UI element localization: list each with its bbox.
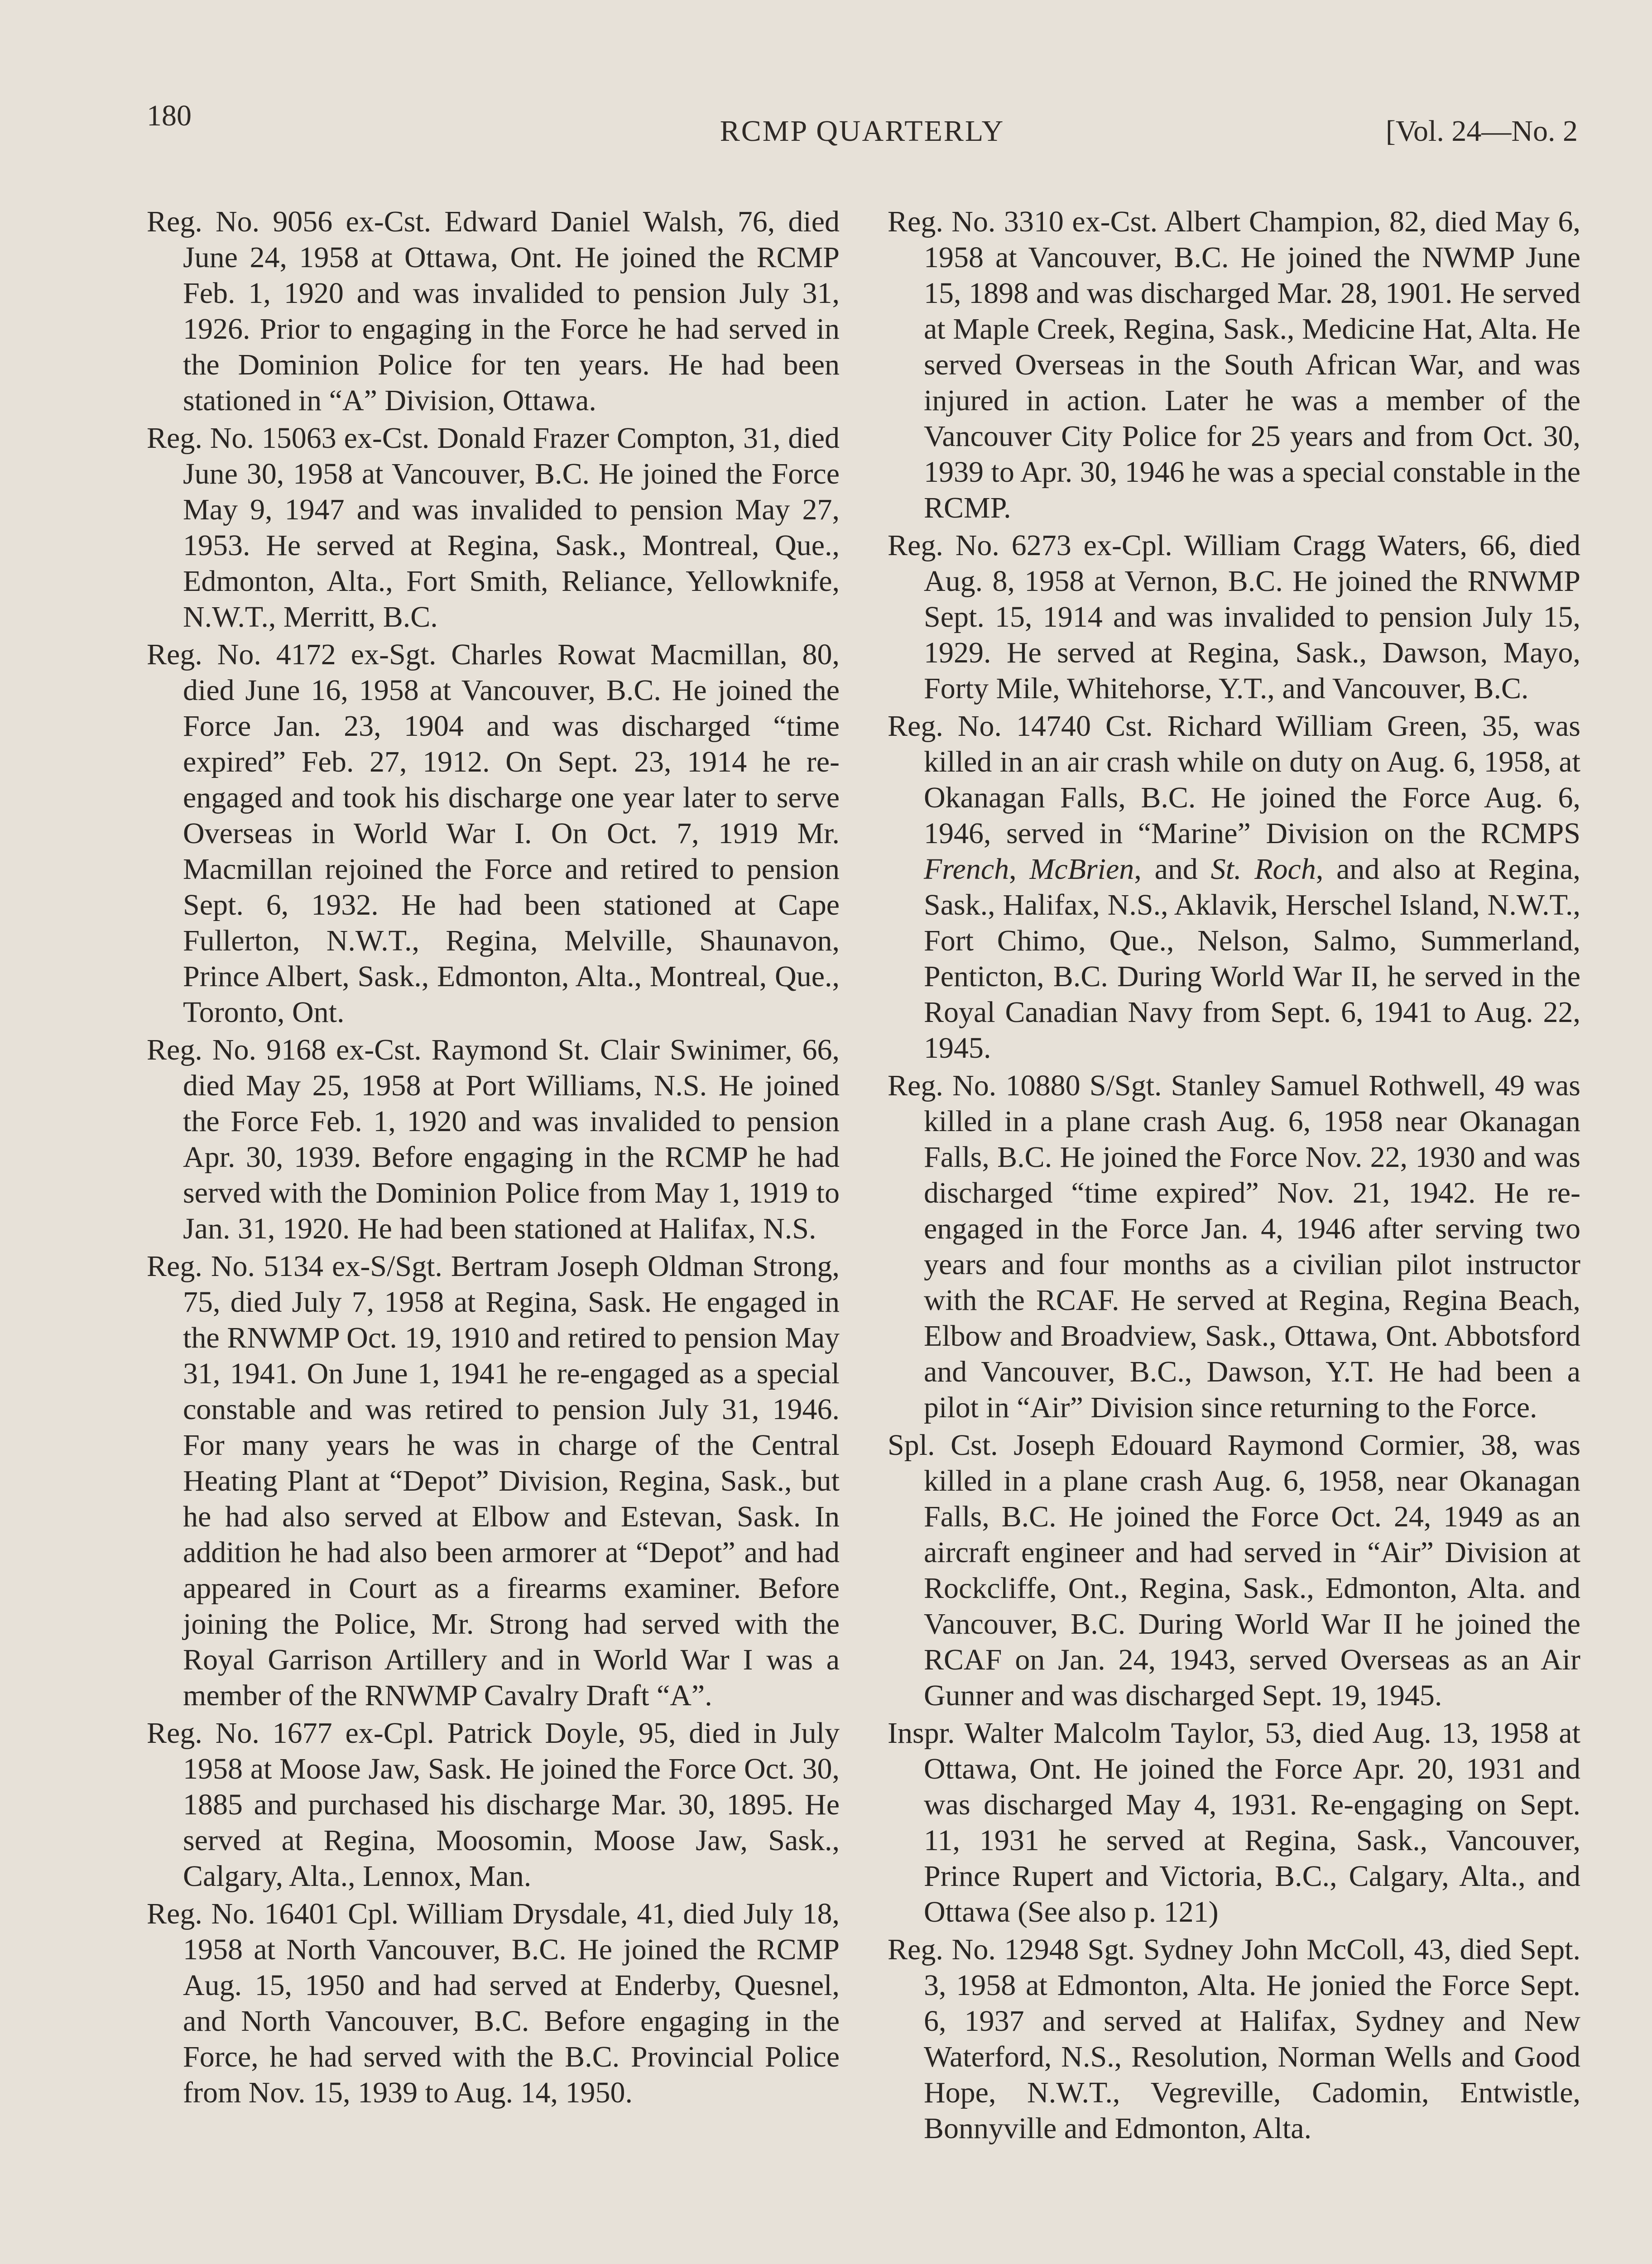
page-header [147,99,1578,149]
obituary-entry: Reg. No. 6273 ex-Cpl. William Cragg Waters, 66, died Aug. 8, 1958 at Vernon, B.C. He joined the RNWMP Sept. 15, 1914 and was invalided to pension July 15, 1929. He served at Regina, Sask., Dawson, Mayo, Forty Mile, Whitehorse, Y.T., and Vancouver, B.C. [888,529,1580,705]
obituary-entry: Spl. Cst. Joseph Edouard Raymond Cormier, 38, was killed in a plane crash Aug. 6, 1958, near Okanagan Falls, B.C. He joined the Force Oct. 24, 1949 as an aircraft engineer and had served in “Air” Division at Rockcliffe, Ont., Regina, Sask., Edmonton, Alta. and Vancouver, B.C. During World War II he joined the RCAF on Jan. 24, 1943, served Overseas as an Air Gunner and was discharged Sept. 19, 1945. [888,1429,1580,1712]
obituary-entry: Reg. No. 9056 ex-Cst. Edward Daniel Walsh, 76, died June 24, 1958 at Ottawa, Ont. He joined the RCMP Feb. 1, 1920 and was invalided to pension July 31, 1926. Prior to engaging in the Force he had served in the Dominion Police for ten years. He had been stationed in “A” Division, Ottawa. [147,205,840,417]
obituary-entry: Reg. No. 9168 ex-Cst. Raymond St. Clair Swinimer, 66, died May 25, 1958 at Port Williams, N.S. He joined the Force Feb. 1, 1920 and was invalided to pension Apr. 30, 1939. Before engaging in the RCMP he had served with the Dominion Police from May 1, 1919 to Jan. 31, 1920. He had been stationed at Halifax, N.S. [147,1033,840,1245]
page-number: 180 [147,99,192,132]
journal-title: RCMP QUARTERLY [720,115,1005,148]
right-column [888,204,1580,2148]
obituary-entry: Reg. No. 16401 Cpl. William Drysdale, 41, died July 18, 1958 at North Vancouver, B.C. He joined the RCMP Aug. 15, 1950 and had served at Enderby, Quesnel, and North Vancouver, B.C. Before engaging in the Force, he had served with the B.C. Provincial Police from Nov. 15, 1939 to Aug. 14, 1950. [147,1897,840,2109]
obituary-entry: Reg. No. 5134 ex-S/Sgt. Bertram Joseph Oldman Strong, 75, died July 7, 1958 at Regina, Sask. He engaged in the RNWMP Oct. 19, 1910 and retired to pension May 31, 1941. On June 1, 1941 he re-engaged as a special constable and was retired to pension July 31, 1946. For many years he was in charge of the Central Heating Plant at “Depot” Division, Regina, Sask., but he had also served at Elbow and Estevan, Sask. In addition he had also been armorer at “Depot” and had appeared in Court as a firearms examiner. Before joining the Police, Mr. Strong had served with the Royal Garrison Artillery and in World War I was a member of the RNWMP Cavalry Draft “A”. [147,1250,840,1712]
obituary-entry: Reg. No. 12948 Sgt. Sydney John McColl, 43, died Sept. 3, 1958 at Edmonton, Alta. He jonied the Force Sept. 6, 1937 and served at Halifax, Sydney and New Waterford, N.S., Resolution, Norman Wells and Good Hope, N.W.T., Vegreville, Cadomin, Entwistle, Bonnyville and Edmonton, Alta. [888,1933,1580,2145]
obituary-entry: Reg. No. 3310 ex-Cst. Albert Champion, 82, died May 6, 1958 at Vancouver, B.C. He joined the NWMP June 15, 1898 and was discharged Mar. 28, 1901. He served at Maple Creek, Regina, Sask., Medicine Hat, Alta. He served Overseas in the South African War, and was injured in action. Later he was a member of the Vancouver City Police for 25 years and from Oct. 30, 1939 to Apr. 30, 1946 he was a special constable in the RCMP. [888,205,1580,524]
obituary-entry: Inspr. Walter Malcolm Taylor, 53, died Aug. 13, 1958 at Ottawa, Ont. He joined the Force Apr. 20, 1931 and was discharged May 4, 1931. Re-engaging on Sept. 11, 1931 he served at Regina, Sask., Vancouver, Prince Rupert and Victoria, B.C., Calgary, Alta., and Ottawa (See also p. 121) [888,1717,1580,1928]
obituary-entry: Reg. No. 10880 S/Sgt. Stanley Samuel Rothwell, 49 was killed in a plane crash Aug. 6, 1958 near Okanagan Falls, B.C. He joined the Force Nov. 22, 1930 and was discharged “time expired” Nov. 21, 1942. He re-engaged in the Force Jan. 4, 1946 after serving two years and four months as a civilian pilot instructor with the RCAF. He served at Regina, Regina Beach, Elbow and Broadview, Sask., Ottawa, Ont. Abbotsford and Vancouver, B.C., Dawson, Y.T. He had been a pilot in “Air” Division since returning to the Force. [888,1069,1580,1424]
obituary-entry: Reg. No. 14740 Cst. Richard William Green, 35, was killed in an air crash while on duty on Aug. 6, 1958, at Okanagan Falls, B.C. He joined the Force Aug. 6, 1946, served in “Marine” Division on the RCMPS French, McBrien, and St. Roch, and also at Regina, Sask., Halifax, N.S., Aklavik, Herschel Island, N.W.T., Fort Chimo, Que., Nelson, Salmo, Summerland, Penticton, B.C. During World War II, he served in the Royal Canadian Navy from Sept. 6, 1941 to Aug. 22, 1945. [888,710,1581,1065]
obituary-entry: Reg. No. 1677 ex-Cpl. Patrick Doyle, 95, died in July 1958 at Moose Jaw, Sask. He joined the Force Oct. 30, 1885 and purchased his discharge Mar. 30, 1895. He served at Regina, Moosomin, Moose Jaw, Sask., Calgary, Alta., Lennox, Man. [147,1717,840,1893]
obituary-entry: Reg. No. 15063 ex-Cst. Donald Frazer Compton, 31, died June 30, 1958 at Vancouver, B.C. He joined the Force May 9, 1947 and was invalided to pension May 27, 1953. He served at Regina, Sask., Montreal, Que., Edmonton, Alta., Fort Smith, Reliance, Yellowknife, N.W.T., Merritt, B.C. [147,422,840,633]
obituary-entry: Reg. No. 4172 ex-Sgt. Charles Rowat Macmillan, 80, died June 16, 1958 at Vancouver, B.C. He joined the Force Jan. 23, 1904 and was discharged “time expired” Feb. 27, 1912. On Sept. 23, 1914 he re-engaged and took his discharge one year later to serve Overseas in World War I. On Oct. 7, 1919 Mr. Macmillan rejoined the Force and retired to pension Sept. 6, 1932. He had been stationed at Cape Fullerton, N.W.T., Regina, Melville, Shaunavon, Prince Albert, Sask., Edmonton, Alta., Montreal, Que., Toronto, Ont. [147,638,840,1029]
volume-label: [Vol. 24—No. 2 [1385,115,1578,148]
left-column [147,204,840,2112]
